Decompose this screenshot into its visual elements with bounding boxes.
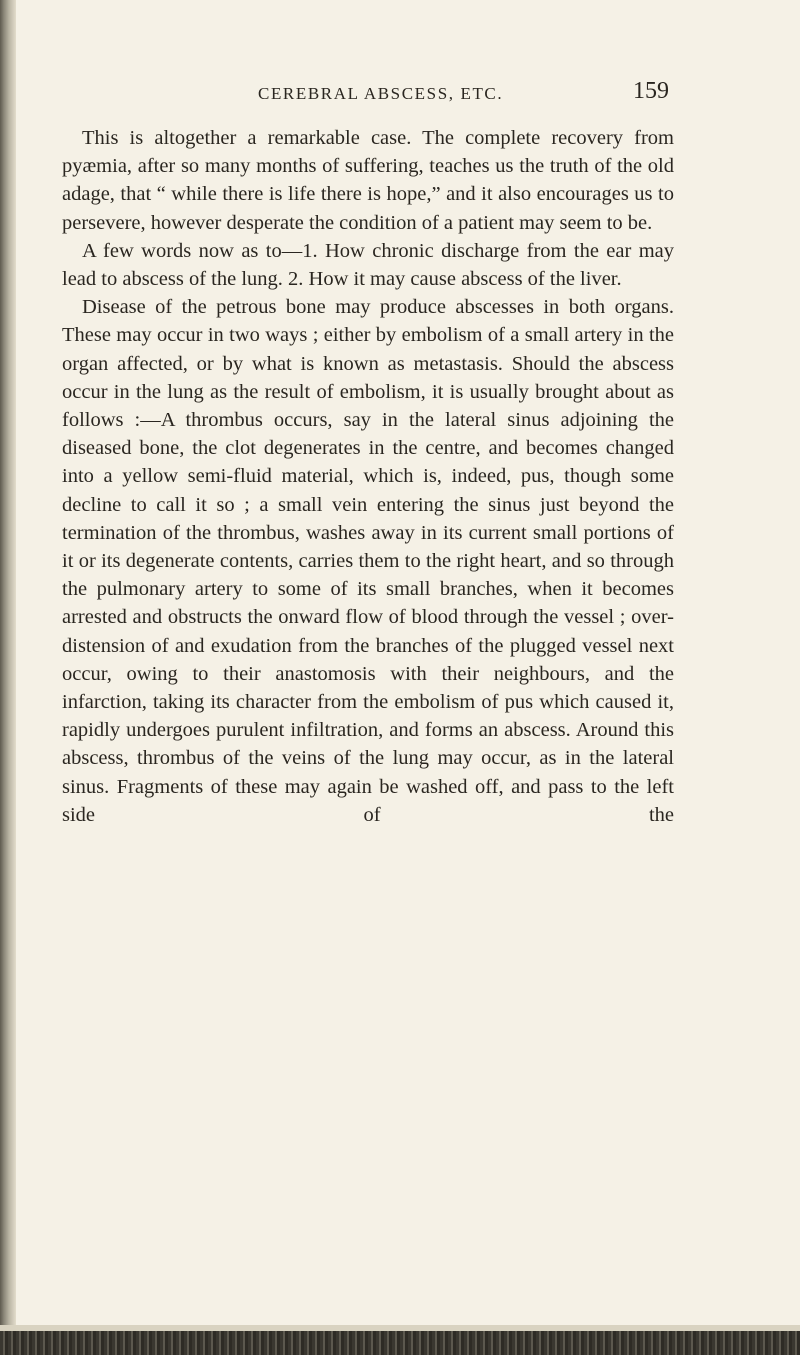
body-text [62, 124, 674, 829]
page-number: 159 [633, 78, 669, 104]
page-header [0, 78, 800, 108]
running-head: CEREBRAL ABSCESS, ETC. [258, 84, 504, 103]
scan-bottom-edge [0, 1325, 800, 1355]
book-gutter-shadow [0, 0, 16, 1355]
paragraph: This is altogether a remarkable case. The complete recovery from pyæmia, after so many months of suffering, teaches us the truth of the old adage, that “ while there is life there is hope,” and it also encourages us to persevere, however desperate the condition of a patient may seem to be. [62, 127, 674, 234]
paragraph: Disease of the petrous bone may produce abscesses in both organs. These may occur in two ways ; either by embolism of a small artery in the organ affected, or by what is known as metastasis. Should the abscess occur in the lung as the result of embolism, it is usually brought about as follows :—A thrombus occurs, say in the lateral sinus adjoining the diseased bone, the clot degenerates in the centre, and becomes changed into a yellow semi-fluid material, which is, indeed, pus, though some decline to call it so ; a small vein entering the sinus just beyond the termination of the thrombus, washes away in its current small portions of it or its degenerate contents, carries them to the right heart, and so through the pulmonary artery to some of its small branches, when it becomes arrested and obstructs the onward flow of blood through the vessel ; over-distension of and exudation from the branches of the plugged vessel next occur, owing to their anastomosis with their neighbours, and the infarction, taking its character from the embolism of pus which caused it, rapidly undergoes purulent infiltration, and forms an abscess. Around this abscess, thrombus of the veins of the lung may occur, as in the lateral sinus. Fragments of these may again be washed off, and pass to the left side of the [62, 296, 674, 826]
paragraph: A few words now as to—1. How chronic discharge from the ear may lead to abscess of the lung. 2. How it may cause abscess of the liver. [62, 239, 674, 291]
